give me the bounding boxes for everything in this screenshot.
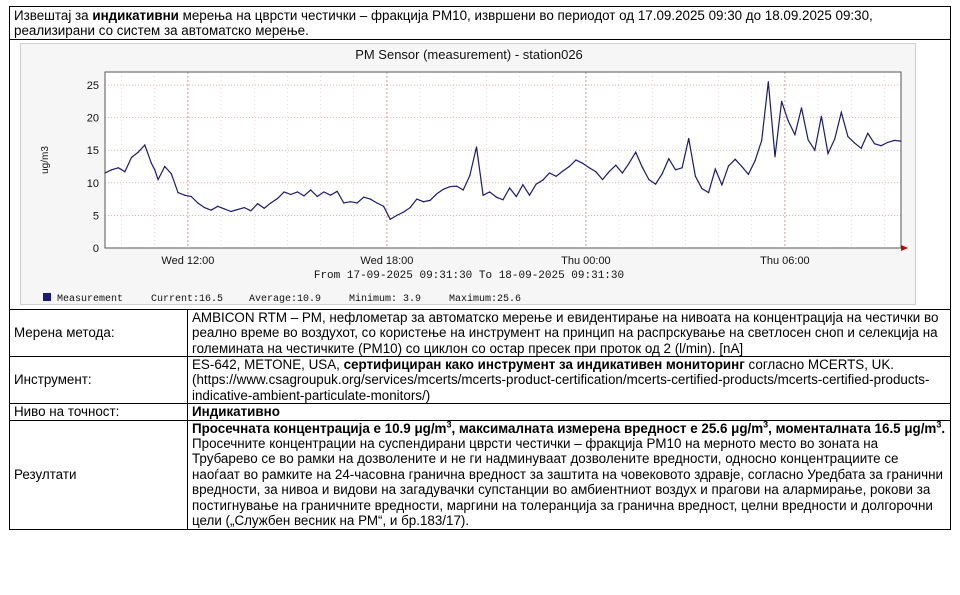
data-point [569, 166, 570, 167]
data-point [443, 189, 444, 190]
data-point [642, 166, 643, 167]
data-point [154, 169, 155, 170]
data-point [595, 171, 596, 172]
data-point [217, 205, 218, 206]
data-point [881, 145, 882, 146]
data-point [555, 176, 556, 177]
report-header [10, 7, 951, 40]
y-tick-label: 5 [92, 210, 99, 223]
data-point [549, 172, 550, 173]
data-point [370, 198, 371, 199]
data-point [204, 207, 205, 208]
data-point [695, 176, 696, 177]
data-point [303, 195, 304, 196]
data-point [390, 219, 391, 220]
header-text-1: Извештај за [14, 8, 93, 23]
stat-current: Current:16.5 [151, 293, 224, 305]
chart-cell [10, 39, 951, 309]
data-point [861, 147, 862, 148]
data-point [628, 162, 629, 163]
data-point [284, 191, 285, 192]
data-point [257, 203, 258, 204]
data-point [847, 136, 848, 137]
x-tick-label: Thu 06:00 [760, 254, 810, 267]
data-point [111, 169, 112, 170]
data-point [410, 207, 411, 208]
x-tick-label: Wed 18:00 [360, 254, 414, 267]
data-point [104, 172, 105, 173]
data-point [788, 120, 789, 121]
data-point [721, 184, 722, 185]
method-value: AMBICON RTM – PM, нефлометар за автоматско мерење и евидентирање на нивоата на концентрација на честички во реално време во воздухот, со користење на инструмент на принцип на распрскување на светлосен сноп и селекција на големината на честичките (PM10) со циклон со остар пресек при проток од 2 (l/min). [nA] [188, 309, 951, 356]
y-axis-label: ug/m3 [40, 145, 51, 174]
data-point [735, 159, 736, 160]
data-point [337, 191, 338, 192]
instrument-bold: сертифициран како инструмент за индикативен мониторинг [343, 357, 745, 373]
data-point [350, 201, 351, 202]
data-point [655, 183, 656, 184]
instrument-value [188, 357, 951, 404]
data-point [748, 174, 749, 175]
data-point [887, 142, 888, 143]
data-point [867, 132, 868, 133]
y-tick-label: 15 [86, 145, 99, 158]
data-point [423, 201, 424, 202]
data-point [264, 207, 265, 208]
data-point [900, 140, 901, 141]
data-point [230, 211, 231, 212]
data-point [144, 144, 145, 145]
stat-average: Average:10.9 [249, 293, 322, 305]
data-point [854, 142, 855, 143]
method-label: Мерена метода: [10, 309, 188, 356]
data-point [668, 158, 669, 159]
data-point [138, 151, 139, 152]
data-point [429, 200, 430, 201]
data-point [184, 194, 185, 195]
y-tick-label: 20 [86, 112, 99, 125]
data-point [502, 199, 503, 200]
data-point [244, 207, 245, 208]
results-label: Резултати [10, 420, 188, 529]
x-tick-label: Wed 12:00 [161, 254, 215, 267]
data-point [701, 188, 702, 189]
data-point [376, 202, 377, 203]
x-tick-label: Thu 00:00 [561, 254, 611, 267]
data-point [416, 198, 417, 199]
data-point [171, 173, 172, 174]
data-point [277, 198, 278, 199]
time-range: From 17-09-2025 09:31:30 To 18-09-2025 09:31:30 [313, 269, 625, 282]
data-point [177, 192, 178, 193]
data-point [575, 159, 576, 160]
data-point [118, 167, 119, 168]
data-point [124, 171, 125, 172]
data-point [622, 172, 623, 173]
data-point [297, 191, 298, 192]
data-point [615, 164, 616, 165]
data-point [768, 81, 769, 82]
data-point [456, 185, 457, 186]
data-point [675, 169, 676, 170]
data-point [436, 193, 437, 194]
data-point [383, 205, 384, 206]
data-point [509, 187, 510, 188]
data-point [801, 107, 802, 108]
y-tick-label: 25 [86, 79, 99, 92]
data-point [589, 167, 590, 168]
chart-container [20, 43, 916, 305]
data-point [794, 134, 795, 135]
data-point [754, 160, 755, 161]
data-point [529, 194, 530, 195]
data-point [237, 209, 238, 210]
results-summary: Просечната концентрација е 10.9 $\mu g/m^3$, максималната измерена вредност е 25.6 $\mu g/m^3$, моменталната 16.5 $\mu g/m^3$. [192, 419, 946, 436]
data-point [363, 196, 364, 197]
instrument-label: Инструмент: [10, 357, 188, 404]
data-point [688, 138, 689, 139]
x-axis-arrow [901, 245, 908, 251]
data-point [522, 184, 523, 185]
data-point [582, 162, 583, 163]
data-point [330, 194, 331, 195]
y-tick-label: 0 [92, 242, 99, 255]
data-point [662, 173, 663, 174]
data-point [827, 153, 828, 154]
data-point [310, 189, 311, 190]
y-tick-label: 10 [86, 177, 99, 190]
data-point [821, 116, 822, 117]
data-point [602, 179, 603, 180]
data-point [151, 162, 152, 163]
data-point [356, 202, 357, 203]
data-point [483, 194, 484, 195]
data-point [157, 179, 158, 180]
report-table [9, 6, 951, 530]
data-point [728, 165, 729, 166]
accuracy-label: Ниво на точност: [10, 404, 188, 420]
chart-title: PM Sensor (measurement) - station026 [355, 46, 583, 62]
results-value [188, 420, 951, 529]
header-text-2: мерења на цврсти честички – фракција PM10, извршени во периодот од 17.09.2025 09:30 до 18.09.2025 09:30, реализирани со систем за автоматско мерење. [14, 8, 873, 39]
data-point [396, 215, 397, 216]
data-point [496, 196, 497, 197]
data-point [562, 170, 563, 171]
data-point [224, 208, 225, 209]
data-point [781, 101, 782, 102]
data-point [894, 140, 895, 141]
accuracy-bold: Индикативно [192, 404, 280, 420]
data-point [609, 171, 610, 172]
data-point [343, 202, 344, 203]
data-point [761, 140, 762, 141]
data-point [715, 168, 716, 169]
data-point [270, 202, 271, 203]
header-bold: индикативни [92, 8, 179, 23]
plot-background [105, 72, 901, 248]
data-point [250, 210, 251, 211]
data-point [536, 183, 537, 184]
data-point [131, 157, 132, 158]
accuracy-value [188, 404, 951, 420]
data-point [741, 166, 742, 167]
data-point [191, 196, 192, 197]
instrument-text-2: согласно MCERTS, UK. (https://www.csagroupuk.org/services/mcerts/mcerts-product-certification/mcerts-certified-products/mcerts-certified-products-indicative-ambient-particulate-monitors/) [192, 357, 930, 403]
data-point [290, 194, 291, 195]
data-point [814, 149, 815, 150]
data-point [542, 179, 543, 180]
data-point [834, 138, 835, 139]
data-point [317, 196, 318, 197]
data-point [403, 211, 404, 212]
data-point [682, 167, 683, 168]
data-point [635, 151, 636, 152]
data-point [449, 186, 450, 187]
data-point [841, 112, 842, 113]
data-point [197, 202, 198, 203]
stat-maximum: Maximum:25.6 [449, 293, 522, 305]
legend-swatch [43, 293, 51, 301]
data-point [469, 175, 470, 176]
instrument-text-1: ES-642, METONE, USA, [192, 357, 344, 373]
data-point [476, 146, 477, 147]
data-point [211, 209, 212, 210]
data-point [774, 156, 775, 157]
data-point [164, 166, 165, 167]
data-point [708, 192, 709, 193]
data-point [874, 143, 875, 144]
data-point [489, 191, 490, 192]
data-point [516, 196, 517, 197]
pm-chart [21, 44, 917, 306]
data-point [808, 139, 809, 140]
stat-minimum: Minimum: 3.9 [349, 293, 422, 305]
data-point [463, 189, 464, 190]
data-point [648, 179, 649, 180]
legend-label: Measurement [57, 293, 124, 305]
results-text: Просечните концентрации на суспендирани цврсти честички – фракција PM10 на мерното место во зоната на Трубарево се во рамки на дозволените и не ги надминуваат дозволените вредности, односно концентрациите се наоѓаат во рамките на 24-часовна гранична вредност за заштита на човековото здравје, согласно Уредбата за гранични вредности, за нивоа и видови на загадувачки супстанции во амбиентниот воздух и прагови на алармирање, рокови за постигнување на граничните вредности, маргини на толеранција за гранична вредност, целни вредности и долгорочни цели („Службен весник на РМ“, и бр.183/17). [192, 436, 944, 529]
data-point [323, 191, 324, 192]
